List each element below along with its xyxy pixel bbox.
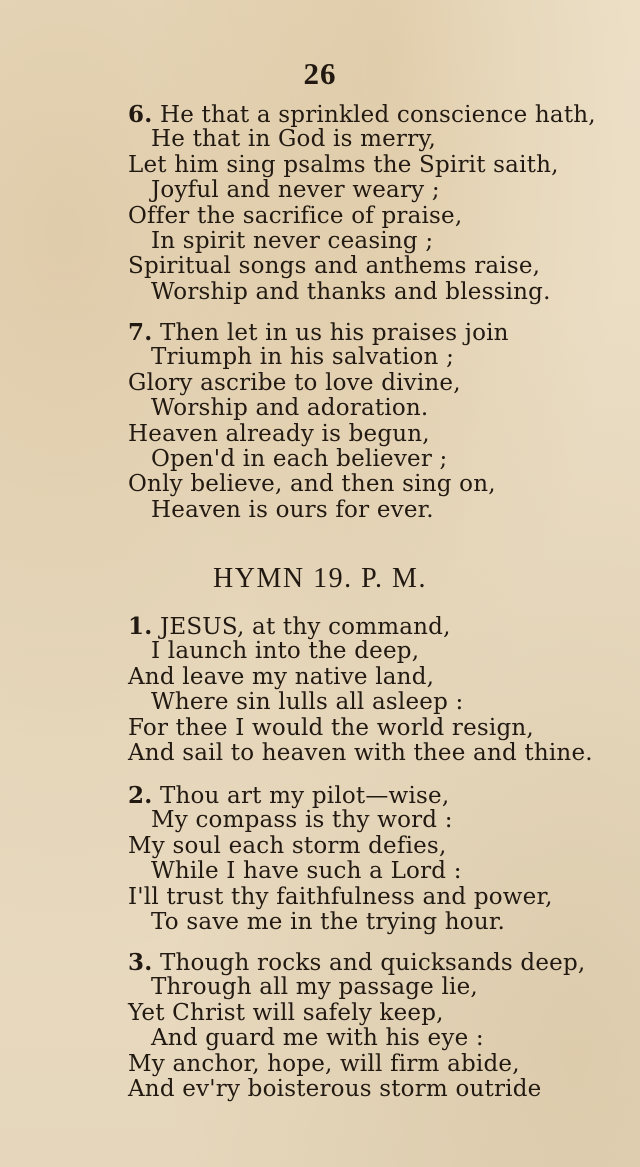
verse-number: 2. <box>128 782 153 809</box>
verse-line: And leave my native land, <box>128 663 435 690</box>
verse-line: While I have such a Lord : <box>151 858 462 885</box>
verse-line: Let him sing psalms the Spirit saith, <box>128 151 559 178</box>
verse-line: For thee I would the world resign, <box>128 714 534 741</box>
verse-line: Spiritual songs and anthems raise, <box>128 253 541 280</box>
page-number: 26 <box>303 56 337 91</box>
verse-line-text: He that a sprinkled conscience hath, <box>159 102 596 128</box>
verse-line: Only believe, and then sing on, <box>128 471 496 498</box>
verse-line: Worship and adoration. <box>151 395 429 422</box>
verse-number: 7. <box>128 319 153 346</box>
verse-line: Heaven is ours for ever. <box>151 496 434 523</box>
verse-6 <box>0 102 640 305</box>
verse-line: Joyful and never weary ; <box>151 177 440 204</box>
verse-line: Triumph in his salvation ; <box>151 344 455 371</box>
verse-line: Yet Christ will safely keep, <box>128 999 444 1026</box>
verse-line: Where sin lulls all asleep : <box>151 689 464 716</box>
verse-line: My compass is thy word : <box>151 807 453 834</box>
verse-line <box>0 320 640 345</box>
verse-line: I'll trust thy faithfulness and power, <box>128 883 553 910</box>
verse-2 <box>0 783 640 935</box>
verse-number: 6. <box>128 101 153 128</box>
verse-line: I launch into the deep, <box>151 638 420 665</box>
verse-line: Glory ascribe to love divine, <box>128 369 461 396</box>
verse-line: And ev'ry boisterous storm outride <box>128 1075 542 1102</box>
verse-line <box>0 614 640 639</box>
verse-line-text: Though rocks and quicksands deep, <box>159 950 586 976</box>
verse-line: And guard me with his eye : <box>151 1025 484 1052</box>
verse-line: In spirit never ceasing ; <box>151 227 434 254</box>
verse-line: He that in God is merry, <box>151 126 436 153</box>
verse-line-text: Thou art my pilot—wise, <box>159 783 450 809</box>
verse-line: My soul each storm defies, <box>128 832 447 859</box>
verse-line <box>0 783 640 808</box>
verse-line <box>0 950 640 975</box>
verse-line: Open'd in each believer ; <box>151 445 448 472</box>
verse-number: 1. <box>128 613 153 640</box>
verse-1 <box>0 614 640 766</box>
verse-7 <box>0 320 640 523</box>
verse-line: My anchor, hope, will firm abide, <box>128 1050 520 1077</box>
verse-line: Through all my passage lie, <box>151 974 478 1001</box>
verse-3 <box>0 950 640 1102</box>
verse-line-text: JESUS, at thy command, <box>159 614 451 640</box>
verse-line: And sail to heaven with thee and thine. <box>128 739 593 766</box>
verse-line: Worship and thanks and blessing. <box>151 278 551 305</box>
verse-line <box>0 102 640 127</box>
verse-line: Heaven already is begun, <box>128 420 430 447</box>
verse-line: To save me in the trying hour. <box>151 908 506 935</box>
hymn-title: HYMN 19. P. M. <box>213 563 427 594</box>
verse-line-text: Then let in us his praises join <box>159 320 509 346</box>
verse-number: 3. <box>128 949 153 976</box>
verse-line: Offer the sacrifice of praise, <box>128 202 463 229</box>
